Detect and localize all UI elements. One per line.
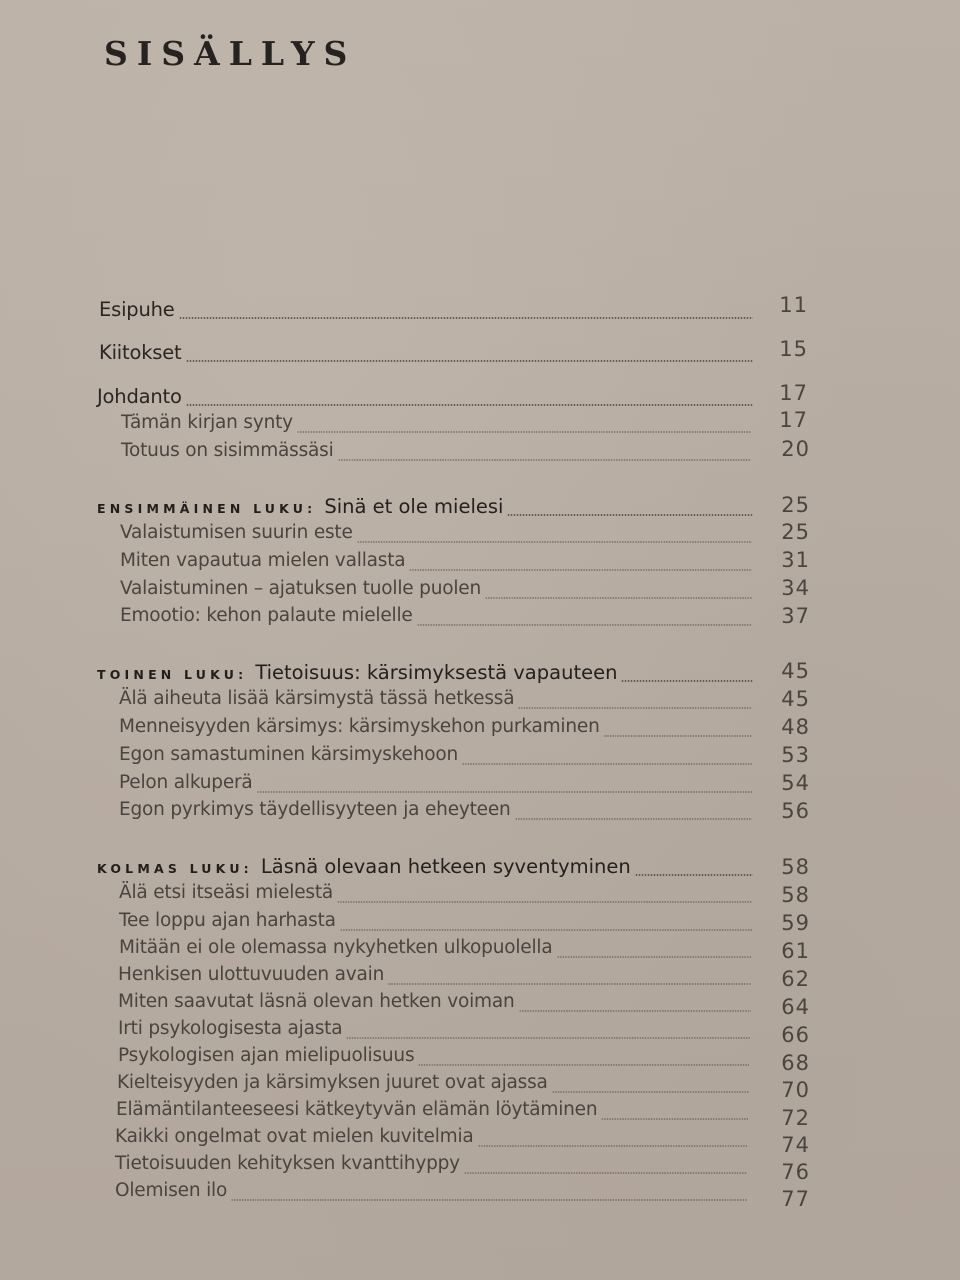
dot-leader — [186, 360, 754, 362]
toc-subentry[interactable] — [120, 578, 756, 606]
dot-leader — [621, 680, 753, 682]
dot-leader — [297, 431, 751, 433]
dot-leader — [601, 1118, 748, 1120]
dot-leader — [418, 1064, 749, 1066]
toc-subentry[interactable] — [119, 882, 756, 910]
toc-entry-label: Pelon alkuperä — [119, 772, 253, 793]
chapter-title: Sinä et ole mielesi — [324, 495, 504, 518]
toc-entry-label: Tee loppu ajan harhasta — [119, 910, 336, 931]
dot-leader — [417, 624, 752, 626]
toc-entry-label: Älä aiheuta lisää kärsimystä tässä hetkessä — [119, 688, 515, 709]
dot-leader — [635, 874, 753, 876]
dot-leader — [515, 818, 752, 820]
toc-subentry[interactable] — [119, 910, 756, 938]
toc-page-number: 11 — [779, 293, 808, 317]
toc-page-number: 53 — [781, 743, 810, 767]
toc-page-number: 62 — [781, 967, 810, 991]
toc-entry-kiitokset[interactable] — [99, 341, 757, 369]
toc-entry-label: Valaistumisen suurin este — [120, 522, 353, 543]
toc-page-number: 54 — [781, 771, 810, 795]
toc-page-number: 76 — [781, 1160, 810, 1184]
toc-page-number: 37 — [781, 604, 810, 628]
toc-chapter-2[interactable] — [97, 661, 757, 689]
dot-leader — [464, 1172, 747, 1174]
chapter-title: Tietoisuus: kärsimyksestä vapauteen — [255, 661, 618, 684]
dot-leader — [338, 459, 751, 461]
toc-subentry[interactable] — [120, 605, 756, 633]
toc-subentry[interactable] — [118, 964, 755, 992]
toc-entry-label: Olemisen ilo — [115, 1180, 228, 1201]
toc-page-number: 70 — [781, 1078, 810, 1102]
chapter-title: Läsnä olevaan hetkeen syventyminen — [260, 855, 631, 878]
toc-page-number: 17 — [779, 381, 808, 405]
dot-leader — [519, 1010, 751, 1012]
toc-subentry[interactable] — [119, 716, 756, 744]
toc-subentry[interactable] — [115, 1126, 751, 1154]
toc-subentry[interactable] — [119, 744, 756, 772]
toc-subentry[interactable] — [121, 440, 755, 468]
toc-subentry[interactable] — [118, 1018, 754, 1046]
toc-chapter-1[interactable] — [97, 495, 757, 523]
toc-page-number: 25 — [781, 520, 810, 544]
toc-page-number: 64 — [781, 995, 810, 1019]
toc-chapter-3[interactable] — [97, 855, 757, 883]
dot-leader — [557, 956, 753, 958]
toc-entry-label: Menneisyyden kärsimys: kärsimyskehon purkaminen — [119, 716, 600, 737]
dot-leader — [552, 1091, 749, 1093]
toc-entry-label: Tämän kirjan synty — [121, 412, 293, 433]
toc-page-number: 56 — [781, 799, 810, 823]
toc-entry-label: Irti psykologisesta ajasta — [118, 1018, 343, 1039]
toc-entry-label: Psykologisen ajan mielipuolisuus — [118, 1045, 415, 1066]
toc-subentry[interactable] — [119, 937, 756, 965]
dot-leader — [604, 735, 752, 737]
toc-page-number: 45 — [781, 687, 810, 711]
dot-leader — [340, 929, 752, 931]
dot-leader — [518, 707, 752, 709]
toc-subentry[interactable] — [116, 1099, 752, 1127]
dot-leader — [231, 1199, 747, 1201]
toc-subentry[interactable] — [119, 799, 756, 827]
toc-subentry[interactable] — [118, 991, 755, 1019]
toc-entry-label: Miten saavutat läsnä olevan hetken voiman — [118, 991, 515, 1012]
toc-entry-label: Mitään ei ole olemassa nykyhetken ulkopuolella — [119, 937, 553, 958]
toc-subentry[interactable] — [117, 1072, 753, 1100]
dot-leader — [462, 763, 752, 765]
toc-entry-label: Kiitokset — [99, 341, 182, 364]
toc-page-number: 25 — [781, 493, 810, 517]
toc-entry-label: Miten vapautua mielen vallasta — [120, 550, 406, 571]
chapter-prefix: KOLMAS LUKU: — [97, 861, 253, 876]
dot-leader — [346, 1037, 750, 1039]
toc-page-number: 58 — [781, 855, 810, 879]
toc-page-number: 66 — [781, 1023, 810, 1047]
dot-leader — [179, 317, 753, 319]
dot-leader — [257, 791, 752, 793]
toc-entry-label: Emootio: kehon palaute mielelle — [120, 605, 413, 626]
dot-leader — [409, 569, 752, 571]
toc-page-number: 45 — [781, 659, 810, 683]
toc-subentry[interactable] — [115, 1180, 751, 1208]
toc-subentry[interactable] — [120, 522, 756, 550]
toc-subentry[interactable] — [115, 1153, 751, 1181]
chapter-prefix: TOINEN LUKU: — [97, 667, 248, 682]
toc-page-number: 48 — [781, 715, 810, 739]
toc-entry-label: Kaikki ongelmat ovat mielen kuvitelmia — [115, 1126, 474, 1147]
toc-page-number: 15 — [779, 337, 808, 361]
toc-page-number: 68 — [781, 1051, 810, 1075]
page-title: SISÄLLYS — [104, 34, 357, 73]
toc-subentry[interactable] — [119, 772, 756, 800]
dot-leader — [388, 983, 751, 985]
dot-leader — [478, 1145, 747, 1147]
toc-entry-label: Henkisen ulottuvuuden avain — [118, 964, 385, 985]
toc-subentry[interactable] — [120, 550, 756, 578]
toc-entry-label: Älä etsi itseäsi mielestä — [119, 882, 334, 903]
toc-page-number: 72 — [781, 1106, 810, 1130]
toc-page-number: 77 — [781, 1187, 810, 1211]
toc-page-number: 17 — [779, 408, 808, 432]
toc-entry-label: Totuus on sisimmässäsi — [121, 440, 334, 461]
toc-entry-label: Esipuhe — [99, 298, 175, 321]
toc-page-number: 74 — [781, 1133, 810, 1157]
toc-entry-johdanto[interactable] — [97, 385, 757, 413]
toc-subentry[interactable] — [121, 412, 755, 440]
toc-entry-label: Johdanto — [97, 385, 182, 408]
toc-page-number: 61 — [781, 939, 810, 963]
toc-entry-label: Egon pyrkimys täydellisyyteen ja eheyteen — [119, 799, 511, 820]
toc-page-number: 59 — [781, 911, 810, 935]
toc-entry-label: Tietoisuuden kehityksen kvanttihyppy — [115, 1153, 460, 1174]
toc-page-number: 20 — [781, 437, 810, 461]
dot-leader — [485, 597, 752, 599]
chapter-prefix: ENSIMMÄINEN LUKU: — [97, 501, 317, 516]
dot-leader — [186, 404, 753, 406]
toc-subentry[interactable] — [118, 1045, 753, 1073]
toc-entry-esipuhe[interactable] — [99, 298, 757, 326]
toc-page-number: 34 — [781, 576, 810, 600]
toc-page-number: 31 — [781, 548, 810, 572]
toc-page-number: 58 — [781, 883, 810, 907]
toc-entry-label: Kielteisyyden ja kärsimyksen juuret ovat ajassa — [117, 1072, 548, 1093]
toc-entry-label: Valaistuminen – ajatuksen tuolle puolen — [120, 578, 481, 599]
toc-entry-label: Elämäntilanteeseesi kätkeytyvän elämän löytäminen — [116, 1099, 598, 1120]
dot-leader — [357, 541, 752, 543]
toc-subentry[interactable] — [119, 688, 756, 716]
dot-leader — [507, 514, 753, 516]
toc-entry-label: Egon samastuminen kärsimyskehoon — [119, 744, 459, 765]
dot-leader — [337, 901, 752, 903]
